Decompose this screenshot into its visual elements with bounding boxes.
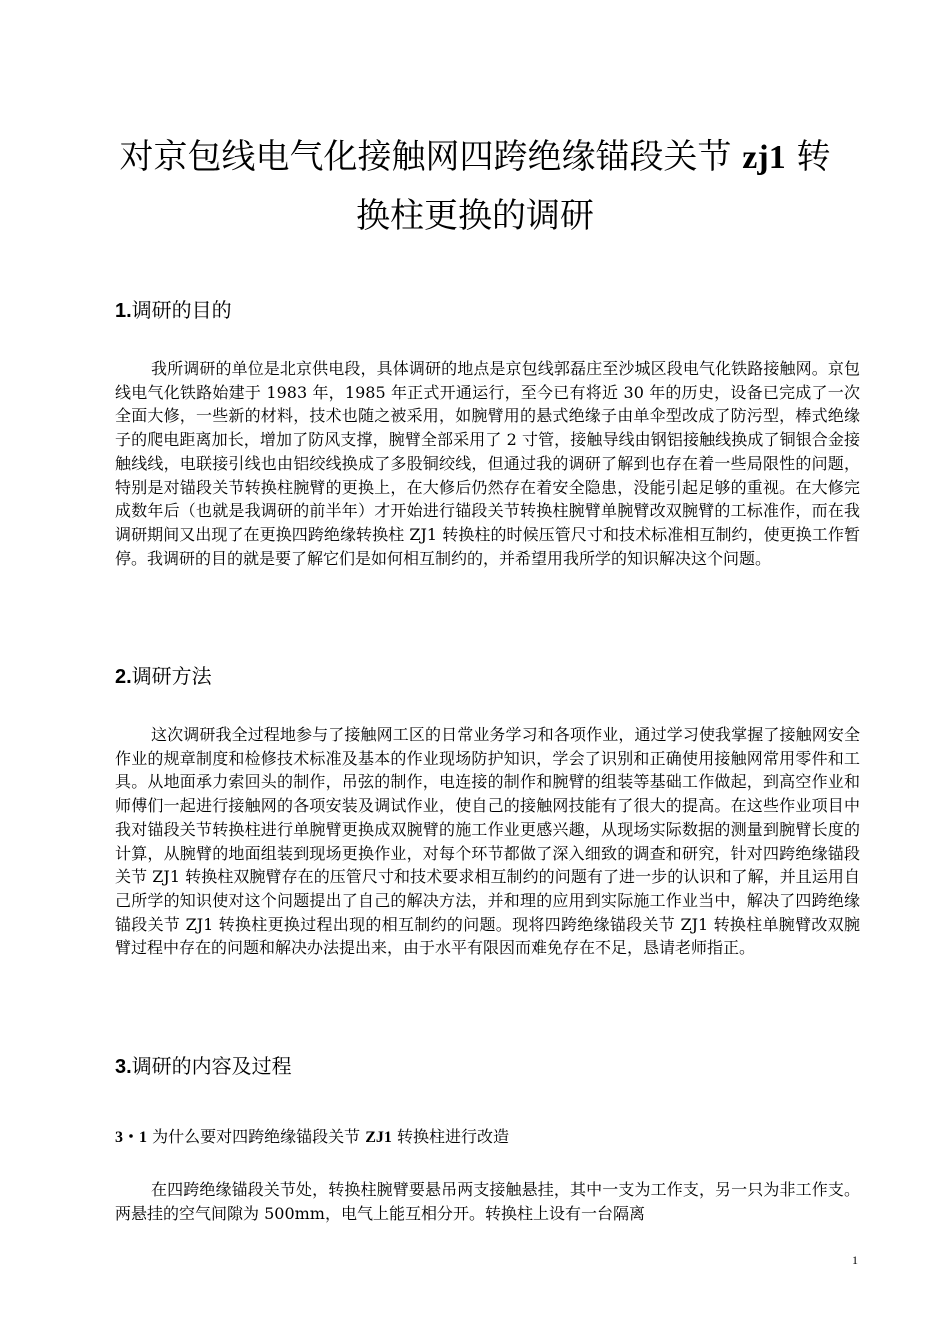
section-title: 调研方法 xyxy=(131,664,212,688)
section-paragraph-2: 这次调研我全过程地参与了接触网工区的日常业务学习和各项作业，通过学习使我掌握了接触网安全作业的规章制度和检修技术标准及基本的作业现场防护知识，学会了识别和正确使用接触网常用零件和工具。从地面承力索回头的制作，吊弦的制作，电连接的制作和腕臂的组装等基础工作做起，到高空作业和师傅们一起进行接触网的各项安装及调试作业，使自己的接触网技能有了很大的提高。在这些作业项目中我对锚段关节转换柱进行单腕臂更换成双腕臂的施工作业更感兴趣，从现场实际数据的测量到腕臂长度的计算，从腕臂的地面组装到现场更换作业，对每个环节都做了深入细致的调查和研究，针对四跨绝缘锚段关节 ZJ1 转换柱双腕臂存在的压管尺寸和技术要求相互制约的问题有了进一步的认识和了解，并且运用自己所学的知识使对这个问题提出了自己的解决方法，并和理的应用到实际施工作业当中，解决了四跨绝缘锚段关节 ZJ1 转换柱更换过程出现的相互制约的问题。现将四跨绝缘锚段关节 ZJ1 转换柱单腕臂改双腕臂过程中存在的问题和解决办法提出来，由于水平有限因而难免存在不足，恳请老师指正。 xyxy=(115,725,860,958)
section-heading-2 xyxy=(115,662,212,691)
section-title: 调研的内容及过程 xyxy=(131,1054,292,1078)
title-code: zj1 xyxy=(742,139,786,176)
title-text-part1: 对京包线电气化接触网四跨绝缘锚段关节 xyxy=(119,137,732,177)
subsection-code: ZJ1 xyxy=(365,1129,392,1146)
section-number: 3. xyxy=(115,1056,132,1078)
document-title xyxy=(110,128,840,245)
section-number: 2. xyxy=(115,666,132,688)
page-number: 1 xyxy=(852,1253,858,1267)
subsection-text-before: 为什么要对四跨绝缘锚段关节 xyxy=(152,1127,361,1146)
section-number: 1. xyxy=(115,300,132,322)
subsection-heading xyxy=(115,1125,509,1149)
title-text-part2: 转 xyxy=(796,137,831,177)
subsection-text-after: 转换柱进行改造 xyxy=(396,1127,509,1146)
section-paragraph-1: 我所调研的单位是北京供电段，具体调研的地点是京包线郭磊庄至沙城区段电气化铁路接触网。京包线电气化铁路始建于 1983 年，1985 年正式开通运行，至今已有将近 30 年的历史，设备已完成了一次全面大修，一些新的材料，技术也随之被采用，如腕臂用的悬式绝缘子由单伞型改成了防污型，棒式绝缘子的爬电距离加长，增加了防风支撑，腕臂全部采用了 2 寸管，接触导线由钢铝接触线换成了铜银合金接触线线，电联接引线也由铝绞线换成了多股铜绞线，但通过我的调研了解到也存在着一些局限性的问题，特别是对锚段关节转换柱腕臂的更换上，在大修后仍然存在着安全隐患，没能引起足够的重视。在大修完成数年后（也就是我调研的前半年）才开始进行锚段关节转换柱腕臂单腕臂改双腕臂的工标准作，而在我调研期间又出现了在更换四跨绝缘转换柱 ZJ1 转换柱的时候压管尺寸和技术标准相互制约，使更换工作暂停。我调研的目的就是要了解它们是如何相互制约的，并希望用我所学的知识解决这个问题。 xyxy=(115,359,860,568)
section-heading-3 xyxy=(115,1052,292,1081)
subsection-number: 3・1 xyxy=(115,1129,148,1146)
section-heading-1 xyxy=(115,296,232,325)
section-title: 调研的目的 xyxy=(131,298,232,322)
title-text-line2: 换柱更换的调研 xyxy=(356,196,594,236)
subsection-paragraph: 在四跨绝缘锚段关节处，转换柱腕臂要悬吊两支接触悬挂，其中一支为工作支，另一只为非工作支。两悬挂的空气间隙为 500mm，电气上能互相分开。转换柱上设有一台隔离 xyxy=(115,1180,860,1223)
